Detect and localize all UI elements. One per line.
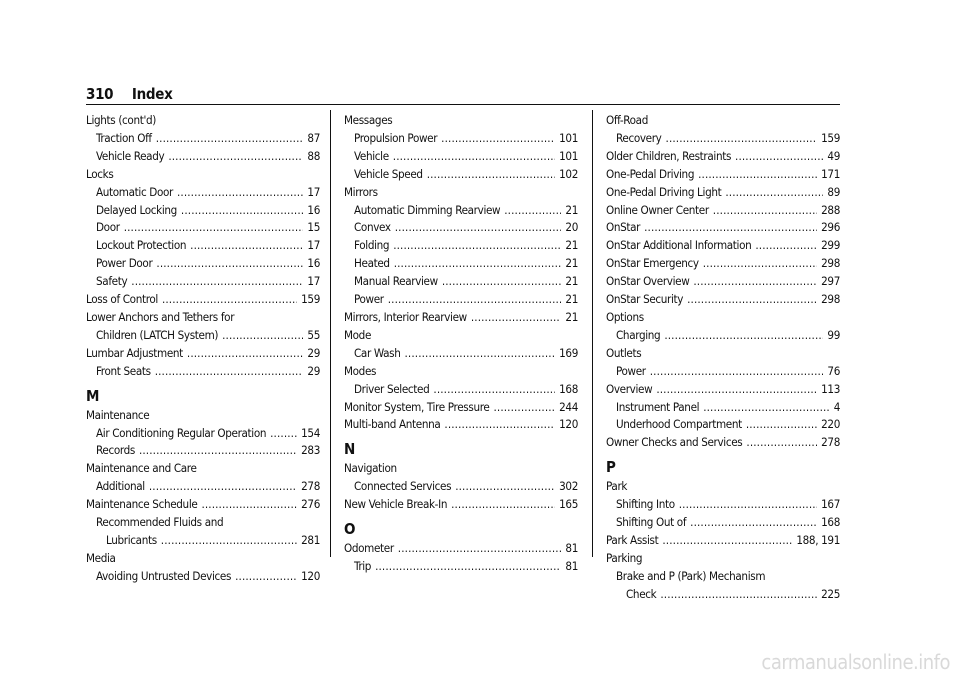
index-entry-page: 89 [827, 184, 840, 199]
dot-leader [455, 478, 555, 496]
index-entry[interactable] [606, 532, 840, 550]
dot-leader [703, 255, 817, 273]
index-entry-page: 99 [827, 327, 840, 342]
index-entry-label: Shifting Out of [616, 515, 687, 530]
index-entry-page: 29 [307, 345, 320, 360]
index-entry-label: Vehicle Speed [354, 166, 423, 181]
index-entry[interactable] [606, 273, 840, 291]
index-entry[interactable] [606, 130, 840, 148]
dot-leader [155, 363, 304, 381]
index-entry-label: Recovery [616, 130, 662, 145]
index-entry-page: 88 [307, 148, 320, 163]
index-entry[interactable] [86, 273, 320, 291]
dot-leader [679, 496, 817, 514]
index-entry-page: 21 [565, 202, 578, 217]
index-letter-heading: O [344, 520, 356, 539]
index-entry[interactable] [606, 416, 840, 434]
index-entry[interactable] [344, 237, 578, 255]
index-entry-label: Vehicle Ready [96, 148, 165, 163]
index-entry-page: 159 [301, 292, 320, 307]
index-heading: Messages [344, 113, 393, 127]
index-entry-page: 29 [307, 363, 320, 378]
dot-leader [725, 184, 823, 202]
column-divider-1 [330, 110, 331, 557]
index-entry-page: 154 [301, 425, 320, 440]
index-entry-page: 244 [559, 399, 578, 414]
index-entry[interactable] [606, 514, 840, 532]
dot-leader [746, 416, 817, 434]
index-heading: Recommended Fluids and [96, 515, 224, 530]
dot-leader [156, 255, 303, 273]
index-entry-page: 302 [559, 479, 578, 494]
index-entry[interactable] [344, 381, 578, 399]
index-heading: Parking [606, 550, 643, 565]
index-entry-label: OnStar Emergency [606, 256, 699, 271]
dot-leader [693, 273, 817, 291]
index-entry-label: Multi-band Antenna [344, 417, 441, 432]
dot-leader [162, 291, 297, 309]
index-entry[interactable] [606, 166, 840, 184]
dot-leader [427, 166, 555, 184]
dot-leader [650, 363, 824, 381]
dot-leader [156, 130, 304, 148]
index-entry-label: Additional [96, 479, 145, 494]
index-heading: Options [606, 309, 644, 324]
index-heading: Media [86, 550, 116, 565]
index-entry[interactable] [606, 363, 840, 381]
index-entry[interactable] [344, 345, 578, 363]
index-entry-label: Driver Selected [354, 381, 430, 396]
dot-leader [187, 345, 304, 363]
index-entry-label: One-Pedal Driving [606, 166, 695, 181]
index-entry[interactable] [344, 540, 578, 558]
index-entry-page: 281 [301, 532, 320, 547]
index-entry-label: Air Conditioning Regular Operation [96, 425, 267, 440]
index-entry-page: 20 [565, 220, 578, 235]
dot-leader [746, 434, 817, 452]
dot-leader [755, 237, 817, 255]
dot-leader [394, 255, 562, 273]
dot-leader [662, 532, 792, 550]
index-entry[interactable] [86, 532, 320, 550]
dot-leader [441, 130, 555, 148]
index-entry-page: 120 [559, 417, 578, 432]
dot-leader [690, 514, 817, 532]
dot-leader [181, 202, 304, 220]
index-entry-label: Owner Checks and Services [606, 435, 743, 450]
index-entry-label: Park Assist [606, 532, 659, 547]
index-entry-label: Automatic Dimming Rearview [354, 202, 501, 217]
index-entry-label: Maintenance Schedule [86, 497, 198, 512]
dot-leader [398, 540, 562, 558]
index-entry-label: New Vehicle Break-In [344, 497, 448, 512]
dot-leader [656, 381, 817, 399]
column-divider-2 [592, 110, 593, 557]
index-entry-page: 16 [307, 202, 320, 217]
index-entry-page: 49 [827, 148, 840, 163]
index-entry-page: 168 [821, 515, 840, 530]
index-heading: Maintenance and Care [86, 461, 197, 476]
dot-leader [131, 273, 303, 291]
index-heading: Mirrors [344, 184, 378, 199]
index-entry-page: 21 [565, 256, 578, 271]
index-heading: Lower Anchors and Tethers for [86, 309, 235, 324]
page-header [86, 84, 840, 103]
index-entry-page: 298 [821, 292, 840, 307]
dot-leader [666, 130, 818, 148]
index-heading: Brake and P (Park) Mechanism [616, 568, 766, 583]
index-entry[interactable] [86, 442, 320, 460]
dot-leader [222, 327, 303, 345]
dot-leader [270, 425, 297, 443]
index-entry-label: Odometer [344, 541, 394, 556]
index-entry-page: 165 [559, 497, 578, 512]
index-letter-heading: N [344, 440, 355, 459]
index-entry-page: 21 [565, 274, 578, 289]
index-entry[interactable] [86, 219, 320, 237]
index-entry[interactable] [606, 219, 840, 237]
index-entry-label: Trip [354, 558, 372, 573]
index-entry-label: Safety [96, 274, 128, 289]
dot-leader [201, 496, 297, 514]
index-entry-label: OnStar Security [606, 292, 684, 307]
dot-leader [660, 586, 817, 604]
index-entry-page: 76 [827, 363, 840, 378]
index-entry-label: Heated [354, 256, 390, 271]
index-entry-label: Loss of Control [86, 292, 158, 307]
index-entry-label: OnStar Overview [606, 274, 690, 289]
index-entry-label: Connected Services [354, 479, 452, 494]
index-heading: Outlets [606, 345, 642, 360]
index-heading: Mode [344, 327, 372, 342]
index-entry-page: 278 [821, 435, 840, 450]
index-entry[interactable] [344, 273, 578, 291]
index-entry-page: 159 [821, 130, 840, 145]
dot-leader [168, 148, 303, 166]
index-entry[interactable] [606, 291, 840, 309]
page-title: Index [131, 85, 173, 103]
index-entry-page: 168 [559, 381, 578, 396]
dot-leader [444, 416, 555, 434]
index-entry[interactable] [344, 496, 578, 514]
dot-leader [395, 219, 562, 237]
index-entry-page: 113 [821, 381, 840, 396]
dot-leader [405, 345, 556, 363]
index-entry-page: 288 [821, 202, 840, 217]
index-entry-label: Delayed Locking [96, 202, 177, 217]
index-entry[interactable] [344, 416, 578, 434]
index-entry-label: Lockout Protection [96, 238, 187, 253]
index-letter-heading: P [606, 458, 616, 477]
index-entry-page: 169 [559, 345, 578, 360]
index-entry-page: 297 [821, 274, 840, 289]
index-entry-label: One-Pedal Driving Light [606, 184, 722, 199]
index-heading: Off-Road [606, 113, 648, 127]
index-entry-page: 220 [821, 417, 840, 432]
index-entry-page: 188, 191 [796, 532, 840, 547]
index-heading: Navigation [344, 461, 397, 476]
index-entry-label: Power [616, 363, 646, 378]
index-entry-label: Shifting Into [616, 497, 675, 512]
index-entry-page: 299 [821, 238, 840, 253]
index-entry-label: Online Owner Center [606, 202, 709, 217]
index-entry[interactable] [344, 148, 578, 166]
index-heading: Modes [344, 363, 377, 378]
index-entry-page: 4 [833, 399, 840, 414]
index-entry-page: 167 [821, 497, 840, 512]
index-entry-page: 101 [559, 130, 578, 145]
index-entry[interactable] [606, 148, 840, 166]
index-entry-label: Instrument Panel [616, 399, 700, 414]
dot-leader [139, 442, 297, 460]
index-entry-label: Power [354, 292, 384, 307]
index-entry-label: Check [626, 586, 657, 601]
index-entry-page: 81 [565, 541, 578, 556]
index-entry[interactable] [86, 345, 320, 363]
index-entry-label: Traction Off [96, 130, 152, 145]
index-entry-label: Mirrors, Interior Rearview [344, 309, 467, 324]
index-entry-page: 278 [301, 479, 320, 494]
index-entry[interactable] [86, 255, 320, 273]
index-entry-label: Children (LATCH System) [96, 327, 219, 342]
index-entry-label: Folding [354, 238, 390, 253]
index-entry[interactable] [344, 478, 578, 496]
index-entry[interactable] [86, 148, 320, 166]
index-letter-heading: M [86, 386, 100, 405]
index-entry-page: 16 [307, 256, 320, 271]
index-entry-label: Records [96, 443, 135, 458]
index-entry-page: 87 [307, 130, 320, 145]
dot-leader [393, 237, 561, 255]
index-entry-page: 17 [307, 184, 320, 199]
index-entry-page: 296 [821, 220, 840, 235]
dot-leader [451, 496, 555, 514]
index-entry[interactable] [606, 586, 840, 604]
index-entry-label: OnStar Additional Information [606, 238, 752, 253]
index-entry[interactable] [344, 309, 578, 327]
index-column-2 [344, 112, 578, 576]
index-entry[interactable] [86, 363, 320, 381]
dot-leader [161, 532, 297, 550]
index-entry-label: Power Door [96, 256, 153, 271]
index-entry-page: 298 [821, 256, 840, 271]
index-entry[interactable] [606, 327, 840, 345]
dot-leader [664, 327, 823, 345]
index-entry-label: Lumbar Adjustment [86, 345, 183, 360]
index-entry-page: 21 [565, 309, 578, 324]
index-entry-page: 283 [301, 443, 320, 458]
index-entry[interactable] [606, 184, 840, 202]
index-entry-page: 120 [301, 568, 320, 583]
index-entry[interactable] [606, 496, 840, 514]
index-entry-label: Charging [616, 327, 661, 342]
index-entry[interactable] [86, 130, 320, 148]
index-entry-label: Underhood Compartment [616, 417, 742, 432]
page-number: 310 [86, 85, 114, 103]
header-rule [86, 104, 840, 105]
index-entry-label: Convex [354, 220, 391, 235]
index-entry[interactable] [86, 327, 320, 345]
index-entry[interactable] [86, 202, 320, 220]
index-entry-label: Door [96, 220, 120, 235]
dot-leader [124, 219, 304, 237]
index-column-1 [86, 112, 320, 586]
dot-leader [493, 399, 555, 417]
index-entry[interactable] [344, 558, 578, 576]
index-entry[interactable] [344, 291, 578, 309]
index-entry-label: Propulsion Power [354, 130, 438, 145]
index-entry[interactable] [344, 255, 578, 273]
dot-leader [442, 273, 562, 291]
index-entry[interactable] [86, 496, 320, 514]
index-entry-label: Avoiding Untrusted Devices [96, 568, 232, 583]
dot-leader [687, 291, 817, 309]
index-entry-label: Lubricants [106, 532, 157, 547]
dot-leader [644, 219, 817, 237]
index-entry[interactable] [344, 399, 578, 417]
index-entry-page: 17 [307, 274, 320, 289]
watermark: carmanualsonline.info [761, 650, 950, 674]
index-entry[interactable] [86, 237, 320, 255]
index-entry-page: 21 [565, 292, 578, 307]
index-entry[interactable] [86, 184, 320, 202]
index-entry[interactable] [86, 291, 320, 309]
index-entry-page: 21 [565, 238, 578, 253]
index-entry-label: Manual Rearview [354, 274, 438, 289]
dot-leader [177, 184, 303, 202]
index-entry-label: Car Wash [354, 345, 401, 360]
dot-leader [703, 399, 830, 417]
index-entry[interactable] [344, 130, 578, 148]
index-entry[interactable] [344, 202, 578, 220]
index-entry-page: 225 [821, 586, 840, 601]
index-entry[interactable] [344, 219, 578, 237]
index-entry-label: Older Children, Restraints [606, 148, 732, 163]
index-entry-page: 171 [821, 166, 840, 181]
dot-leader [433, 381, 555, 399]
dot-leader [235, 568, 297, 586]
index-entry-label: Automatic Door [96, 184, 173, 199]
index-entry-page: 276 [301, 497, 320, 512]
index-entry-page: 101 [559, 148, 578, 163]
dot-leader [388, 291, 562, 309]
index-column-3 [606, 112, 840, 604]
dot-leader [735, 148, 823, 166]
dot-leader [149, 478, 297, 496]
index-entry[interactable] [606, 237, 840, 255]
index-entry[interactable] [86, 568, 320, 586]
dot-leader [698, 166, 817, 184]
index-entry[interactable] [86, 478, 320, 496]
index-entry-label: Monitor System, Tire Pressure [344, 399, 490, 414]
index-entry[interactable] [606, 381, 840, 399]
index-entry[interactable] [606, 399, 840, 417]
index-entry-page: 81 [565, 558, 578, 573]
index-entry-page: 55 [307, 327, 320, 342]
dot-leader [190, 237, 303, 255]
index-entry-label: Vehicle [354, 148, 389, 163]
dot-leader [393, 148, 555, 166]
index-entry-label: Front Seats [96, 363, 151, 378]
dot-leader [471, 309, 562, 327]
index-heading: Locks [86, 166, 114, 181]
dot-leader [713, 202, 817, 220]
index-entry-page: 17 [307, 238, 320, 253]
index-entry[interactable] [606, 202, 840, 220]
index-entry[interactable] [86, 425, 320, 443]
index-heading: Lights (cont'd) [86, 113, 156, 127]
index-entry-label: OnStar [606, 220, 641, 235]
index-entry[interactable] [344, 166, 578, 184]
index-entry-page: 102 [559, 166, 578, 181]
index-heading: Park [606, 479, 628, 494]
index-entry[interactable] [606, 434, 840, 452]
dot-leader [504, 202, 561, 220]
index-entry[interactable] [606, 255, 840, 273]
index-entry-label: Overview [606, 381, 653, 396]
index-heading: Maintenance [86, 407, 150, 422]
dot-leader [375, 558, 561, 576]
index-entry-page: 15 [307, 220, 320, 235]
